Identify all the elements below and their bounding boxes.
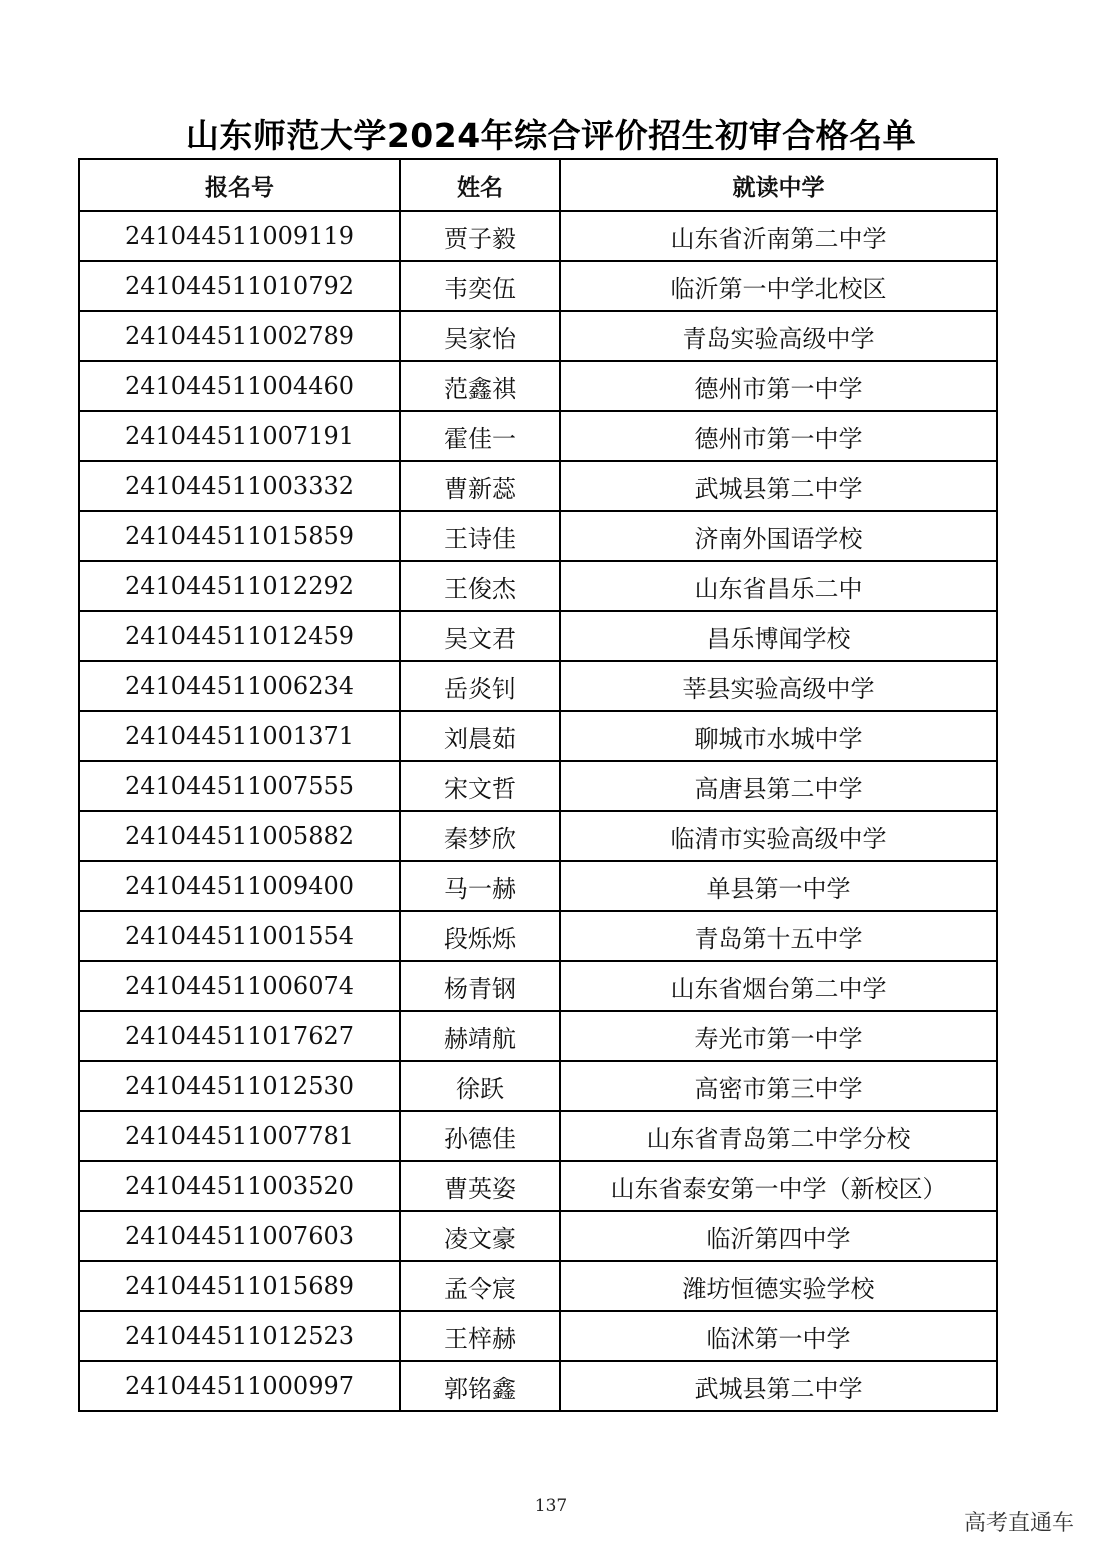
candidate-table: [78, 158, 998, 1412]
school-cell: 昌乐博闻学校: [560, 611, 997, 661]
student-name-cell: 刘晨茹: [400, 711, 560, 761]
student-name-cell: 岳炎钊: [400, 661, 560, 711]
student-name-cell: 吴文君: [400, 611, 560, 661]
school-cell: 聊城市水城中学: [560, 711, 997, 761]
registration-number-cell: 241044511001554: [79, 911, 400, 961]
registration-number-cell: 241044511005882: [79, 811, 400, 861]
registration-number-cell: 241044511009400: [79, 861, 400, 911]
table-row: [79, 411, 997, 461]
school-cell: 临清市实验高级中学: [560, 811, 997, 861]
table-header-row: [79, 159, 997, 211]
student-name-cell: 马一赫: [400, 861, 560, 911]
student-name-cell: 范鑫祺: [400, 361, 560, 411]
table-body: [79, 211, 997, 1411]
page-number: 137: [534, 1496, 568, 1516]
registration-number-cell: 241044511006074: [79, 961, 400, 1011]
student-name-cell: 秦梦欣: [400, 811, 560, 861]
registration-number-cell: 241044511007603: [79, 1211, 400, 1261]
registration-number-cell: 241044511007781: [79, 1111, 400, 1161]
registration-number-cell: 241044511015689: [79, 1261, 400, 1311]
document-title: 山东师范大学2024年综合评价招生初审合格名单: [185, 116, 917, 155]
table-row: [79, 611, 997, 661]
school-cell: 武城县第二中学: [560, 461, 997, 511]
student-name-cell: 宋文哲: [400, 761, 560, 811]
registration-number-cell: 241044511017627: [79, 1011, 400, 1061]
registration-number-cell: 241044511009119: [79, 211, 400, 261]
header-registration-number: 报名号: [79, 159, 400, 211]
registration-number-cell: 241044511003520: [79, 1161, 400, 1211]
table-row: [79, 561, 997, 611]
student-name-cell: 曹英姿: [400, 1161, 560, 1211]
table-row: [79, 261, 997, 311]
table-row: [79, 1261, 997, 1311]
student-name-cell: 孟令宸: [400, 1261, 560, 1311]
school-cell: 青岛第十五中学: [560, 911, 997, 961]
table-row: [79, 711, 997, 761]
table-row: [79, 311, 997, 361]
school-cell: 寿光市第一中学: [560, 1011, 997, 1061]
student-name-cell: 王俊杰: [400, 561, 560, 611]
student-name-cell: 霍佳一: [400, 411, 560, 461]
table-row: [79, 861, 997, 911]
student-name-cell: 凌文豪: [400, 1211, 560, 1261]
school-cell: 山东省沂南第二中学: [560, 211, 997, 261]
registration-number-cell: 241044511010792: [79, 261, 400, 311]
watermark-text: 高考直通车: [963, 1511, 1074, 1536]
table-row: [79, 961, 997, 1011]
table-row: [79, 511, 997, 561]
student-name-cell: 曹新蕊: [400, 461, 560, 511]
school-cell: 济南外国语学校: [560, 511, 997, 561]
school-cell: 临沂第一中学北校区: [560, 261, 997, 311]
registration-number-cell: 241044511015859: [79, 511, 400, 561]
school-cell: 山东省烟台第二中学: [560, 961, 997, 1011]
registration-number-cell: 241044511003332: [79, 461, 400, 511]
registration-number-cell: 241044511012459: [79, 611, 400, 661]
student-name-cell: 孙德佳: [400, 1111, 560, 1161]
school-cell: 山东省泰安第一中学（新校区）: [560, 1161, 997, 1211]
table-row: [79, 1361, 997, 1411]
registration-number-cell: 241044511000997: [79, 1361, 400, 1411]
registration-number-cell: 241044511012530: [79, 1061, 400, 1111]
table-row: [79, 1311, 997, 1361]
student-name-cell: 贾子毅: [400, 211, 560, 261]
table-row: [79, 211, 997, 261]
registration-number-cell: 241044511012523: [79, 1311, 400, 1361]
student-name-cell: 段烁烁: [400, 911, 560, 961]
student-name-cell: 王梓赫: [400, 1311, 560, 1361]
school-cell: 高唐县第二中学: [560, 761, 997, 811]
school-cell: 临沂第四中学: [560, 1211, 997, 1261]
registration-number-cell: 241044511012292: [79, 561, 400, 611]
school-cell: 临沭第一中学: [560, 1311, 997, 1361]
school-cell: 青岛实验高级中学: [560, 311, 997, 361]
student-name-cell: 郭铭鑫: [400, 1361, 560, 1411]
student-name-cell: 王诗佳: [400, 511, 560, 561]
registration-number-cell: 241044511002789: [79, 311, 400, 361]
table-row: [79, 1061, 997, 1111]
table-row: [79, 761, 997, 811]
header-school: 就读中学: [560, 159, 997, 211]
school-cell: 莘县实验高级中学: [560, 661, 997, 711]
table-row: [79, 361, 997, 411]
school-cell: 武城县第二中学: [560, 1361, 997, 1411]
table-row: [79, 661, 997, 711]
registration-number-cell: 241044511006234: [79, 661, 400, 711]
table-row: [79, 1211, 997, 1261]
school-cell: 山东省昌乐二中: [560, 561, 997, 611]
table-row: [79, 911, 997, 961]
school-cell: 单县第一中学: [560, 861, 997, 911]
registration-number-cell: 241044511007555: [79, 761, 400, 811]
table-row: [79, 1161, 997, 1211]
student-name-cell: 徐跃: [400, 1061, 560, 1111]
header-name: 姓名: [400, 159, 560, 211]
student-name-cell: 赫靖航: [400, 1011, 560, 1061]
school-cell: 德州市第一中学: [560, 361, 997, 411]
registration-number-cell: 241044511001371: [79, 711, 400, 761]
school-cell: 高密市第三中学: [560, 1061, 997, 1111]
student-name-cell: 吴家怡: [400, 311, 560, 361]
registration-number-cell: 241044511007191: [79, 411, 400, 461]
table-row: [79, 1011, 997, 1061]
table-row: [79, 1111, 997, 1161]
table-row: [79, 461, 997, 511]
school-cell: 潍坊恒德实验学校: [560, 1261, 997, 1311]
school-cell: 德州市第一中学: [560, 411, 997, 461]
school-cell: 山东省青岛第二中学分校: [560, 1111, 997, 1161]
student-name-cell: 杨青钢: [400, 961, 560, 1011]
student-name-cell: 韦奕伍: [400, 261, 560, 311]
registration-number-cell: 241044511004460: [79, 361, 400, 411]
table-row: [79, 811, 997, 861]
